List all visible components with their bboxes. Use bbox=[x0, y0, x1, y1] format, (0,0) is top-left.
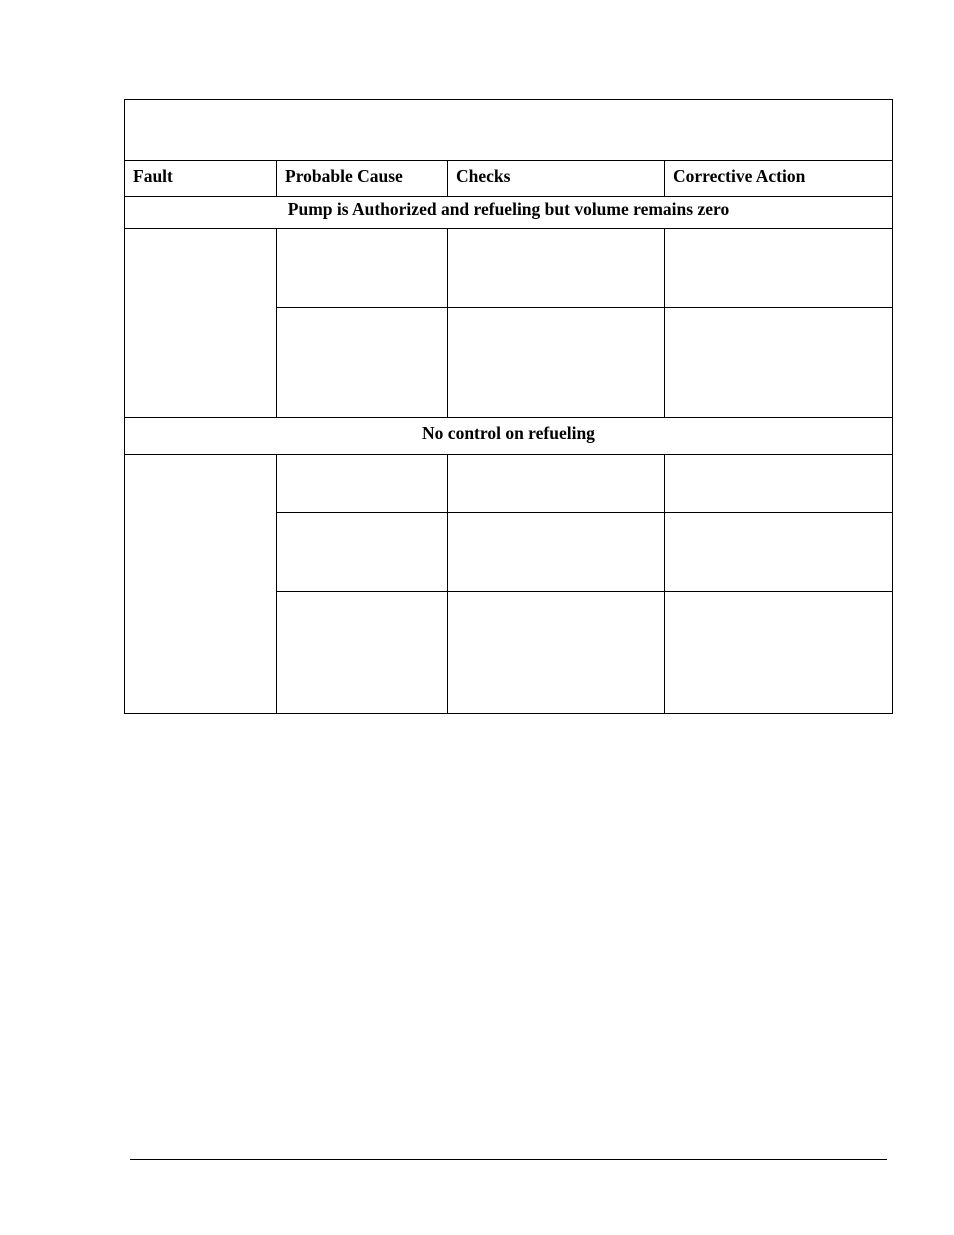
probable-cause-cell bbox=[277, 308, 448, 418]
table-row bbox=[125, 229, 893, 308]
checks-cell bbox=[448, 513, 665, 592]
troubleshooting-table bbox=[124, 99, 893, 714]
header-row bbox=[125, 161, 893, 197]
probable-cause-cell bbox=[277, 592, 448, 714]
section-title-no-control: No control on refueling bbox=[125, 418, 893, 455]
table-title-row bbox=[125, 100, 893, 161]
table-title-cell bbox=[125, 100, 893, 161]
corrective-action-cell bbox=[665, 308, 893, 418]
section-row bbox=[125, 197, 893, 229]
section-title-volume-zero: Pump is Authorized and refueling but volume remains zero bbox=[125, 197, 893, 229]
checks-cell bbox=[448, 229, 665, 308]
table-row bbox=[125, 455, 893, 513]
header-fault: Fault bbox=[125, 161, 277, 197]
header-corrective-action: Corrective Action bbox=[665, 161, 893, 197]
probable-cause-cell bbox=[277, 455, 448, 513]
checks-cell bbox=[448, 308, 665, 418]
fault-cell bbox=[125, 455, 277, 714]
header-probable-cause: Probable Cause bbox=[277, 161, 448, 197]
probable-cause-cell bbox=[277, 229, 448, 308]
corrective-action-cell bbox=[665, 513, 893, 592]
checks-cell bbox=[448, 592, 665, 714]
fault-cell bbox=[125, 229, 277, 418]
footer-divider bbox=[130, 1159, 887, 1160]
header-checks: Checks bbox=[448, 161, 665, 197]
corrective-action-cell bbox=[665, 455, 893, 513]
checks-cell bbox=[448, 455, 665, 513]
corrective-action-cell bbox=[665, 592, 893, 714]
section-row bbox=[125, 418, 893, 455]
corrective-action-cell bbox=[665, 229, 893, 308]
probable-cause-cell bbox=[277, 513, 448, 592]
